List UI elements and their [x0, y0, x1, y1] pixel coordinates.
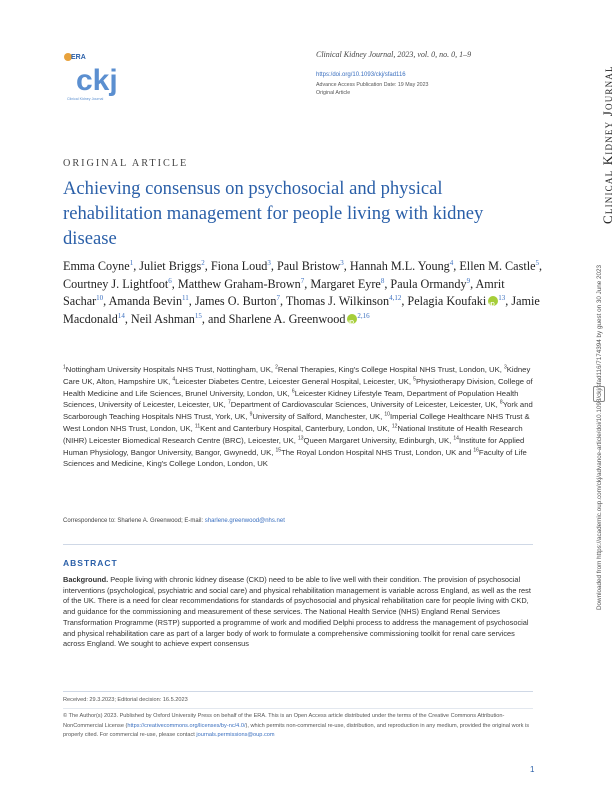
affiliation-text: Leicester Diabetes Centre, Leicester General Hospital, Leicester, UK, — [175, 376, 414, 386]
author-affiliation-ref: 3 — [267, 258, 271, 267]
divider — [63, 708, 533, 709]
author-affiliation-ref: 4,12 — [389, 293, 402, 302]
journal-citation: Clinical Kidney Journal, 2023, vol. 0, no. 0, 1–9 — [316, 50, 472, 59]
affiliation-text: Leicester Kidney Lifestyle Team, Department of Population Health Sciences, University of Leicester, Leicester, UK, — [63, 388, 519, 410]
open-access-icon — [593, 386, 605, 402]
author — [195, 294, 280, 308]
affiliation-text: The Royal London Hospital NHS Trust, London, UK and — [281, 447, 474, 457]
svg-text:ERA: ERA — [71, 54, 86, 61]
author-name: Margaret Eyre — [310, 276, 381, 291]
author-list: Emma Coyne$^1$, Juliet Briggs$^2$, Fiona Loud$^3$, Paul Bristow$^3$, Hannah M.L. Young$^4$, Ellen M. Castle$^5$, Courtney J. Lightfoot$^6$, Matthew Graham-Brown$^7$, Margaret Eyre$^8$, Paula Ormandy$^9$, Amrit Sachar$^{10}$, Amanda Bevin$^{11}$, James O. Burton$^7$, Thomas J. Wilkinson$^{4,12}$, Pelagia KoufakiiD $^{13}$, Jamie Macdonald$^{14}$, Neil Ashman$^{15}$, and Sharlene A. GreenwoodiD $^{2,16}$ — [63, 258, 543, 328]
affiliations — [63, 364, 533, 470]
orcid-icon[interactable] — [488, 296, 498, 306]
affiliation-text: University of Salford, Manchester, UK, — [252, 412, 385, 422]
affiliation-number: 1 — [63, 364, 66, 371]
author — [459, 259, 539, 273]
affiliation-text: National Institute of Health Research (NIHR) Leicester Biomedical Research Centre (BRC), Leicester, UK, — [63, 423, 523, 445]
affiliation-number: 15 — [275, 447, 282, 454]
author-affiliation-ref: 11 — [182, 293, 189, 302]
correspondence — [63, 518, 285, 524]
affiliation-number: 8 — [499, 399, 503, 406]
author-name: James O. Burton — [194, 294, 277, 308]
author-name: Paul Bristow — [276, 259, 341, 273]
affiliation-number: 16 — [473, 447, 479, 454]
affiliation-text: Faculty of Life Sciences and Medicine, King's College London, London, UK — [63, 447, 527, 469]
divider — [63, 544, 533, 545]
author-affiliation-ref: 7 — [276, 293, 280, 302]
publication-date: Advance Access Publication Date: 19 May 2023 — [316, 82, 429, 88]
correspondence-label: Correspondence to: Sharlene A. Greenwood; E-mail: — [63, 518, 204, 524]
author-affiliation-ref: 2 — [201, 258, 205, 267]
doi-link[interactable]: https:/doi.org/10.1093/ckj/sfad116 — [316, 72, 406, 78]
author — [63, 259, 133, 273]
page-number: 1 — [530, 765, 535, 774]
affiliation-number: 4 — [172, 376, 176, 383]
author-name: Amrit Sachar — [63, 276, 505, 308]
author — [229, 312, 370, 326]
affiliation-text: Institute for Applied Human Physiology, Bangor University, Bangor, Gwynedd, UK, — [63, 435, 525, 457]
author-affiliation-ref: 13 — [498, 293, 506, 302]
license-statement — [63, 712, 533, 741]
author-affiliation-ref: 1 — [129, 258, 134, 267]
affiliation-number: 10 — [384, 411, 390, 418]
abstract-heading: ABSTRACT — [63, 558, 118, 568]
author-name: Jamie Macdonald — [63, 294, 540, 326]
divider — [63, 691, 533, 692]
author-affiliation-ref: 15 — [194, 311, 202, 320]
svg-text:Clinical Kidney Journal: Clinical Kidney Journal — [67, 97, 104, 101]
orcid-icon[interactable] — [347, 314, 357, 324]
license-link[interactable]: https://creativecommons.org/licenses/by-nc/4.0/ — [127, 722, 246, 729]
author-affiliation-ref: 10 — [96, 293, 104, 302]
side-download-note: Downloaded from https://academic.oup.com/ckj/advance-article/doi/10.1093/ckj/sfad116/7174394 by guest on 30 June 2023 — [596, 264, 603, 610]
section-label: ORIGINAL ARTICLE — [63, 158, 189, 169]
abstract-background-label: Background. — [63, 575, 109, 584]
author-affiliation-ref: 9 — [466, 276, 471, 285]
article-title: Achieving consensus on psychosocial and physical rehabilitation management for people living with kidney disease — [63, 178, 484, 249]
author-affiliation-ref: 8 — [380, 276, 385, 285]
author — [139, 259, 204, 273]
affiliation-text: Department of Cardiovascular Sciences, University of Leicester, Leicester, UK, — [230, 400, 500, 410]
affiliation-number: 6 — [291, 388, 295, 395]
author-name: Juliet Briggs — [139, 259, 202, 273]
affiliation-text: Imperial College Healthcare NHS Trust & West London NHS Trust, London, UK, — [63, 412, 530, 433]
author-name: Pelagia Koufaki — [407, 294, 487, 308]
author — [310, 277, 384, 291]
author-affiliation-ref: 7 — [300, 276, 305, 285]
author-affiliation-ref: 2,16 — [357, 311, 370, 320]
author — [390, 277, 470, 291]
author-name: Paula Ormandy — [390, 276, 467, 291]
author — [407, 294, 505, 308]
author — [211, 259, 271, 273]
affiliation-text: Renal Therapies, King's College Hospital NHS Trust, London, UK, — [277, 365, 504, 374]
author-name: Fiona Loud — [210, 259, 268, 273]
affiliation-number: 3 — [504, 364, 507, 371]
license-text-cont: ), which permits non-commercial re-use, distribution, and reproduction in any medium, provided the original work is properly cited. For commercial re-use, please contact — [63, 722, 530, 739]
author-name: Ellen M. Castle — [459, 259, 536, 273]
affiliation-number: 12 — [391, 423, 398, 430]
affiliation-number: 7 — [227, 399, 231, 406]
affiliation-text: Queen Margaret University, Edinburgh, UK, — [303, 435, 454, 445]
author-name: Hannah M.L. Young — [349, 259, 450, 273]
affiliation-number: 11 — [194, 423, 201, 430]
svg-text:ckj: ckj — [76, 64, 118, 97]
author-name: Emma Coyne — [63, 259, 130, 273]
affiliation-number: 13 — [297, 435, 304, 442]
side-journal-title: Clinical Kidney Journal — [600, 65, 615, 224]
author-name: Courtney J. Lightfoot — [63, 276, 169, 291]
author-affiliation-ref: 3 — [340, 258, 344, 267]
article-type: Original Article — [316, 90, 351, 96]
author-name: Matthew Graham-Brown — [177, 276, 301, 291]
affiliation-text: Physiotherapy Division, College of Health Medicine and Life Sciences, Brunel University, London, UK, — [63, 376, 533, 398]
abstract-body — [63, 575, 533, 650]
author — [178, 277, 304, 291]
author — [109, 294, 189, 308]
author-name: Thomas J. Wilkinson — [285, 294, 390, 308]
affiliation-text: York and Scarborough Teaching Hospitals NHS Trust, York, UK, — [63, 400, 533, 422]
received-dates: Received: 29.3.2023; Editorial decision: 16.5.2023 — [63, 697, 188, 703]
abstract-text: People living with chronic kidney disease (CKD) need to be able to live well with their condition. The provision of psychosocial interventions (psychological, psychiatric and social care) and physical rehabilitation management is variable across England, as well as the rest of the UK. There is a need for clear recommendations for standards of psychosocial and physical rehabilitation care for people living with CKD, and guidance for the commissioning and measurement of these services. The National Health Service (NHS) England Renal Services Transformation Programme (RSTP) supported a programme of work and modified Delphi process to address the management of psychosocial and physical rehabilitation care as part of a larger body of work to formulate a comprehensive commissioning toolkit for renal care services across England. We sought to achieve expert consensus — [63, 575, 531, 649]
affiliation-number: 9 — [249, 411, 253, 418]
affiliation-text: Kent and Canterbury Hospital, Canterbury, London, UK, — [200, 423, 392, 433]
author-affiliation-ref: 4 — [449, 258, 454, 267]
author-joiner: and — [208, 311, 229, 326]
author — [286, 294, 401, 308]
affiliation-number: 5 — [413, 376, 416, 383]
author-name: Amanda Bevin — [108, 294, 183, 308]
license-text: © The Author(s) 2023. Published by Oxford University Press on behalf of the ERA. This is an Open Access article distributed under the terms of the Creative Commons Attribution-NonCommercial License ( — [63, 713, 505, 729]
journal-logo — [62, 46, 122, 104]
author-affiliation-ref: 5 — [535, 258, 540, 267]
affiliation-text: Kidney Care UK, Alton, Hampshire UK, — [63, 365, 531, 386]
author-name: Neil Ashman — [130, 311, 195, 326]
correspondence-email[interactable]: sharlene.greenwood@nhs.net — [204, 518, 285, 524]
author — [350, 259, 453, 273]
affiliation-text: Nottingham University Hospitals NHS Trust, Nottingham, UK, — [65, 365, 276, 374]
author-name: Sharlene A. Greenwood — [228, 311, 346, 326]
affiliation-number: 14 — [453, 435, 459, 442]
author — [63, 277, 172, 291]
author — [277, 259, 344, 273]
author — [131, 312, 202, 326]
author-affiliation-ref: 14 — [117, 311, 125, 320]
author-affiliation-ref: 6 — [168, 276, 172, 285]
affiliation-number: 2 — [275, 364, 278, 371]
permissions-email[interactable]: journals.permissions@oup.com — [196, 732, 275, 739]
